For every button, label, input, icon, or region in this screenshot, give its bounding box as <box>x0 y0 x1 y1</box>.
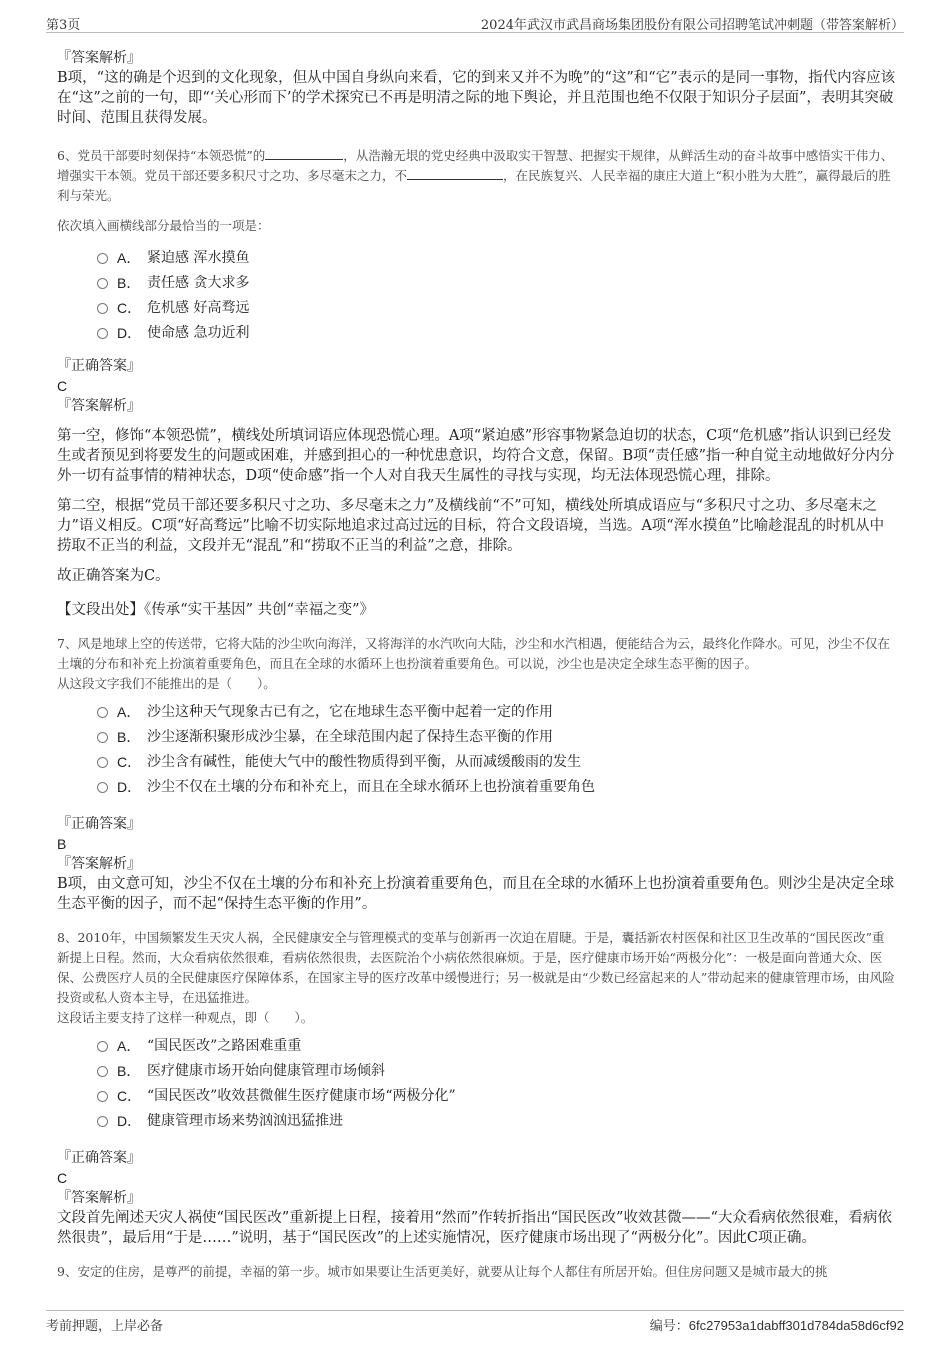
radio-icon[interactable] <box>97 1066 108 1077</box>
question-8-options <box>97 1034 897 1134</box>
blank-2 <box>407 167 503 180</box>
document-title: 2024年武汉市武昌商场集团股份有限公司招聘笔试冲刺题（带答案解析） <box>480 18 904 33</box>
blank-1 <box>265 147 343 160</box>
option-a[interactable]: A． “国民医改”之路困难重重 <box>97 1034 897 1059</box>
radio-icon[interactable] <box>97 1116 108 1127</box>
correct-answer: B <box>57 836 67 852</box>
analysis-paragraph-1: 第一空，修饰“本领恐慌”，横线处所填词语应体现恐慌心理。A项“紧迫感”形容事物紧急迫切的状态，C项“危机感”指认识到已经发生或者预见到将要发生的问题或困难，并感到担心的一种忧患意识，均符合文意，保留。B项“责任感”指一种自觉主动地做好分内分外一切有益事情的精神状态，D项“使命感”指一个人对自我天生属性的寻找与实现，均无法体现恐慌心理，排除。 <box>57 428 895 484</box>
correct-answer: C <box>57 1170 68 1186</box>
question-6-prompt: 依次填入画横线部分最恰当的一项是： <box>57 218 270 233</box>
analysis-paragraph-2: 第二空，根据“党员干部还要多积尺寸之功、多尽毫末之力”及横线前“不”可知，横线处所填成语应与“多积尺寸之功、多尽毫末之力”语义相反。C项“好高骛远”比喻不切实际地追求过高过远的目标，符合文段语境，当选。A项“浑水摸鱼”比喻趁混乱的时机从中捞取不正当的利益，文段并无“混乱”和“捞取不正当的利益”之意，排除。 <box>57 498 885 554</box>
option-a[interactable]: A． 沙尘这种天气现象古已有之，它在地球生态平衡中起着一定的作用 <box>97 700 897 725</box>
analysis-label: 『答案解析』 <box>57 856 141 872</box>
radio-icon[interactable] <box>97 303 108 314</box>
analysis-conclusion: 故正确答案为C。 <box>57 568 170 584</box>
option-b[interactable]: B． 医疗健康市场开始向健康管理市场倾斜 <box>97 1059 897 1084</box>
page-footer <box>46 1310 904 1335</box>
question-9-stem: 9、安定的住房，是尊严的前提，幸福的第一步。城市如果要让生活更美好，就要从让每个人都住有所居开始。但住房问题又是城市最大的挑 <box>57 1264 828 1279</box>
option-a[interactable]: A． 紧迫感 浑水摸鱼 <box>97 246 897 271</box>
radio-icon[interactable] <box>97 253 108 264</box>
radio-icon[interactable] <box>97 707 108 718</box>
option-d[interactable]: D． 健康管理市场来势汹汹迅猛推进 <box>97 1109 897 1134</box>
correct-answer-label: 『正确答案』 <box>57 1150 141 1166</box>
page-content <box>57 48 897 1282</box>
radio-icon[interactable] <box>97 757 108 768</box>
radio-icon[interactable] <box>97 782 108 793</box>
analysis-text: B项，由文意可知，沙尘不仅在土壤的分布和补充上扮演着重要角色，而且在全球的水循环上也扮演着重要角色。则沙尘是决定全球生态平衡的因子，而不起“保持生态平衡的作用”。 <box>57 876 895 912</box>
correct-answer-label: 『正确答案』 <box>57 816 141 832</box>
analysis-label: 『答案解析』 <box>57 50 141 66</box>
option-b[interactable]: B． 沙尘逐渐积聚形成沙尘暴，在全球范围内起了保持生态平衡的作用 <box>97 725 897 750</box>
option-b[interactable]: B． 责任感 贪大求多 <box>97 271 897 296</box>
correct-answer-label: 『正确答案』 <box>57 358 141 374</box>
page-number: 第3页 <box>46 18 81 33</box>
question-6-part-2: ，从浩瀚无垠的党史经典中汲取实干智慧、把握实干规律，从鲜活生动的奋斗故事中感悟实干伟力、增强实干本领。党员干部还要多积尺寸之功、多尽毫末之力，不 <box>57 148 894 183</box>
page-header <box>46 12 904 33</box>
question-7-prompt: 从这段文字我们不能推出的是（ ）。 <box>57 676 276 691</box>
question-6-part-1: 6、党员干部要时刻保持“本领恐慌”的 <box>57 148 266 163</box>
analysis-label: 『答案解析』 <box>57 1190 141 1206</box>
radio-icon[interactable] <box>97 1041 108 1052</box>
option-d[interactable]: D． 沙尘不仅在土壤的分布和补充上，而且在全球水循环上也扮演着重要角色 <box>97 775 897 800</box>
source-note: 【文段出处】《传承“实干基因” 共创“幸福之变”》 <box>57 602 375 618</box>
question-8-stem: 8、2010年，中国频繁发生天灾人祸，全民健康安全与管理模式的变革与创新再一次迫在眉睫。于是，囊括新农村医保和社区卫生改革的“国民医改”重新提上日程。然而，大众看病依然很难，看病依然很贵，去医院治个小病依然很麻烦。于是，医疗健康市场开始“两极分化”：一极是面向普通大众、医保、公费医疗人员的全民健康医疗保障体系，在国家主导的医疗改革中缓慢进行；另一极就是由“少数已经富起来的人”带动起来的健康管理市场，由风险投资或私人资本主导，在迅猛推进。 <box>57 930 895 1005</box>
option-c[interactable]: C． 危机感 好高骛远 <box>97 296 897 321</box>
correct-answer: C <box>57 378 68 394</box>
analysis-text: B项，“这的确是个迟到的文化现象，但从中国自身纵向来看，它的到来又并不为晚”的“这”和“它”表示的是同一事物，指代内容应该在“这”之前的一句，即“‘关心形而下’的学术探究已不再是明清之际的地下舆论，并且范围也绝不仅限于知识分子层面”，表明其突破时间、范围且获得发展。 <box>57 70 896 126</box>
question-6-options <box>97 246 897 346</box>
radio-icon[interactable] <box>97 328 108 339</box>
analysis-label: 『答案解析』 <box>57 398 141 414</box>
question-6-part-3: ，在民族复兴、人民幸福的康庄大道上“积小胜为大胜”，赢得最后的胜利与荣光。 <box>57 168 891 203</box>
radio-icon[interactable] <box>97 732 108 743</box>
option-c[interactable]: C． “国民医改”收效甚微催生医疗健康市场“两极分化” <box>97 1084 897 1109</box>
footer-slogan: 考前押题，上岸必备 <box>46 1319 164 1334</box>
radio-icon[interactable] <box>97 278 108 289</box>
question-6-stem <box>57 146 897 206</box>
question-7-options <box>97 700 897 800</box>
question-8-prompt: 这段话主要支持了这样一种观点，即（ ）。 <box>57 1010 314 1025</box>
option-d[interactable]: D． 使命感 急功近利 <box>97 321 897 346</box>
document-code: 编号：6fc27953a1dabff301d784da58d6cf92 <box>649 1318 904 1333</box>
question-7-stem: 7、风是地球上空的传送带，它将大陆的沙尘吹向海洋，又将海洋的水汽吹向大陆，沙尘和水汽相遇，便能结合为云，最终化作降水。可见，沙尘不仅在土壤的分布和补充上扮演着重要角色，而且在全球的水循环上也扮演着重要角色。可以说，沙尘也是决定全球生态平衡的因子。 <box>57 636 890 671</box>
analysis-text: 文段首先阐述天灾人祸使“国民医改”重新提上日程，接着用“然而”作转折指出“国民医改”收效甚微——“大众看病依然很难，看病依然很贵”，最后用“于是……”说明，基于“国民医改”的上述实施情况，医疗健康市场出现了“两极分化”。因此C项正确。 <box>57 1210 892 1246</box>
option-c[interactable]: C． 沙尘含有碱性，能使大气中的酸性物质得到平衡，从而减缓酸雨的发生 <box>97 750 897 775</box>
radio-icon[interactable] <box>97 1091 108 1102</box>
